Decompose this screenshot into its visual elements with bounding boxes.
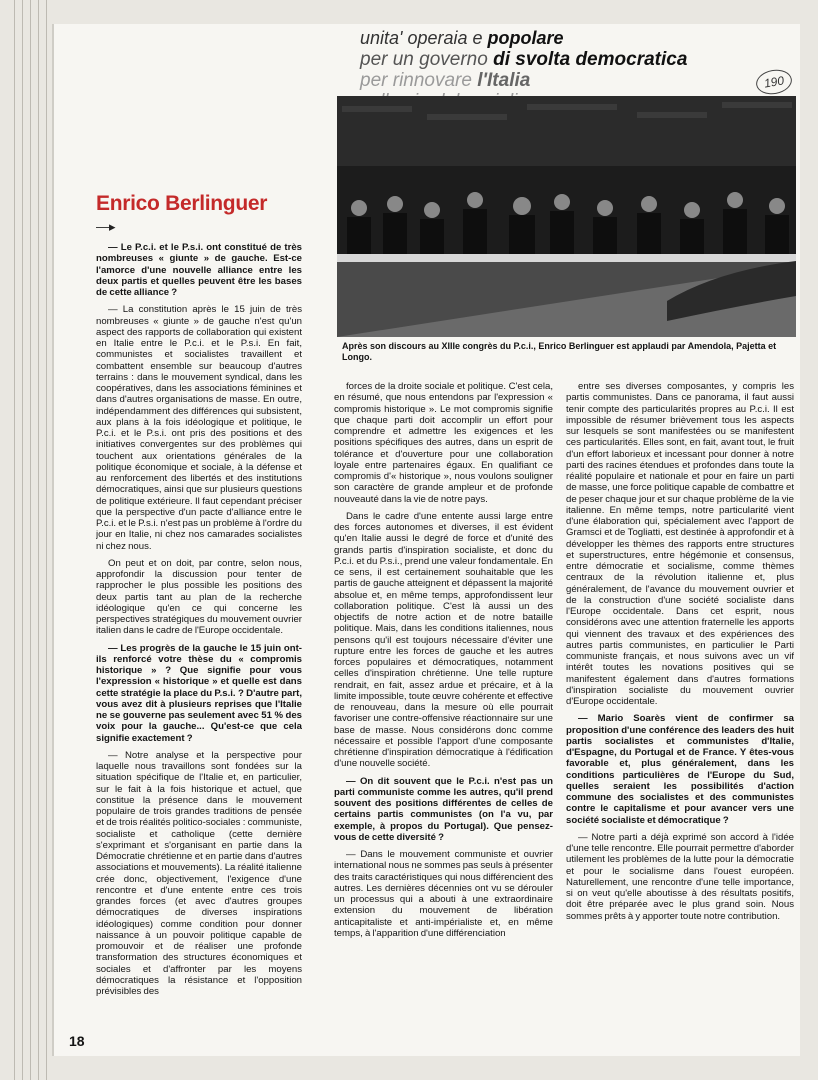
question-paragraph: — Le P.c.i. et le P.s.i. ont constitué de très nombreuses « giunte » de gauche. Est-ce l'amorce d'une nouvelle alliance entre les deux partis et quelles peuvent être les bases de cette alliance ? (96, 242, 302, 298)
stacked-page-edges (0, 0, 54, 1080)
answer-paragraph: — Notre parti a déjà exprimé son accord à l'idée d'une telle rencontre. Elle pourrait permettre d'aborder utilement les problèmes de la lutte pour la démocratie et pour le socialisme dans l'ouest européen. Naturellement, une rencontre d'une telle importance, si on veut qu'elle aboutisse à des résultats positifs, doit être préparée avec le plus grand soin. Nous sommes prêts à y apporter toute notre contribution. (566, 831, 794, 922)
question-paragraph: — On dit souvent que le P.c.i. n'est pas un parti communiste comme les autres, qu'il prend souvent des positions différentes de celles de certains partis communistes (on l'a vu, par exemple, à propos du Portugal). Que pensez-vous de cette diversité ? (334, 775, 553, 843)
text-column-1 (96, 242, 302, 1015)
banner-line-1: unita' operaia e popolare (360, 28, 564, 48)
banner-line-3: per rinnovare l'Italia (360, 70, 531, 91)
answer-paragraph: Dans le cadre d'une entente aussi large entre des forces autonomes et diverses, il est évident qu'en Italie aussi le degré de force et d'unité des grands partis d'inspiration socialiste, et donc du P.c.i. et du P.s.i., prend une valeur fondamentale. En ce sens, il est certainement souhaitable que les partis de gauche atteignent et dépassent la majorité absolue et, en même temps, approfondissent leur collaboration politique. C'est là aussi un des objectifs de notre action et de notre bataille politique. Mais, dans les conditions italiennes, nous pensons qu'il est toujours nécessaire d'éviter une rupture entre les forces de gauche et les autres forces populaires et démocratiques, notamment celles d'inspiration chrétienne. Une telle rupture rendrait, en fait, assez ardue et précaire, et à la limite impossible, toute œuvre cohérente et effective de renouveau, dans la mesure où elle pourrait favoriser une contre-offensive réactionnaire sur une base de masse. Nous considérons donc comme nécessaire et possible l'apport d'une composante chrétienne d'inspiration démocratique à l'édification d'une nouvelle société. (334, 510, 553, 770)
text-column-2 (334, 381, 553, 1015)
answer-paragraph: On peut et on doit, par contre, selon nous, approfondir la discussion pour tenter de rapprocher le plus possible les positions des deux partis tant au plan de la recherche idéologique qu'en ce qui concerne les perspectives stratégiques du mouvement ouvrier italien dans le cadre de l'Europe occidentale. (96, 557, 302, 637)
question-paragraph: — Mario Soarès vient de confirmer sa proposition d'une conférence des leaders des huit partis socialistes et communistes d'Italie, d'Espagne, du Portugal et de France. Y êtes-vous favorable et, plus généralement, dans les conditions particulières de l'Europe du Sud, quelles seraient les possibilités d'action commune des socialistes et des communistes contre le capitalisme et pour avancer vers une société socialiste et démocratique ? (566, 713, 794, 826)
author-heading: Enrico Berlinguer (96, 192, 268, 215)
answer-paragraph: — Dans le mouvement communiste et ouvrier international nous ne sommes pas seuls à présenter des traits caractéristiques qui nous différencient des autres. Les dernières décennies ont vu se dérouler un processus qui a abouti à une extraordinaire extension du mouvement de libération anticapitaliste et anti-impérialiste et, en même temps, à l'apparition d'une différenciation (334, 849, 553, 939)
answer-paragraph: — La constitution après le 15 juin de très nombreuses « giunte » de gauche n'est qu'un aspect des rapports de collaboration qui existent en Italie entre le P.c.i. et le P.s.i. En fait, communistes et socialistes travaillent et combattent ensemble sur beaucoup d'autres terrains : dans le mouvement syndical, dans les coopératives, dans les associations féminines et dans d'autres organisations de masse. En outre, indépendamment des différences qui subsistent, aux plans à la fois idéologique et politique, le P.c.i. et le P.s.i. ont pris des positions et des initiatives convergentes sur des problèmes qui touchent aux orientations générales de la politique économique et sociale, à la défense et au renforcement des libertés et des institutions démocratiques, ainsi que sur plusieurs questions de politique extérieure. Il faut cependant préciser que la perspective d'un pacte d'alliance entre le P.c.i. et le P.s.i. n'est pas un problème à l'ordre du jour en Italie, ni chez nos camarades socialistes ni chez nous. (96, 304, 302, 552)
page-number: 18 (69, 1033, 85, 1049)
text-column-3 (566, 381, 794, 1015)
answer-paragraph: entre ses diverses composantes, y compris les partis communistes. Dans ce panorama, il faut aussi tenir compte des particularités propres au P.c.i. Il est impossible de résumer brièvement tous les aspects sur lesquels se sont manifestées ou se manifestent ces particularités. Elles sont, en fait, avant tout, le fruit d'un effort laborieux et incessant pour donner à notre parti des racines étendues et profondes dans toute la réalité populaire et nationale et pour en faire un parti de masse, une force politique capable de combattre et de peser chaque jour et sur chaque problème de la vie italienne. En même temps, notre particularité vient d'une élaboration qui, spécialement avec l'apport de Gramsci et de Togliatti, est destinée à approfondir et à développer les thèmes des rapports entre structures et superstructures, entre hégémonie et consensus, entre démocratie et socialisme, comme thèmes centraux de la révolution italienne et, plus généralement, de l'avance du mouvement ouvrier et de la construction d'une société socialiste dans l'Europe occidentale. Dans cet esprit, nous considérons avec une attention fraternelle les apports qui viennent des travaux et des expériences des autres partis communistes, en particulier le Parti communiste français, et nous suivons avec un vif intérêt toutes les novations positives qui se manifestent également dans d'autres formations d'inspiration socialiste du mouvement ouvrier d'Europe occidentale. (566, 381, 794, 707)
photo-caption: Après son discours au XIIIe congrès du P.c.i., Enrico Berlinguer est applaudi par Amendola, Pajetta et Longo. (342, 341, 777, 362)
answer-paragraph: — Notre analyse et la perspective pour laquelle nous travaillons sont fondées sur la situation spécifique de l'Italie et, en particulier, sur le fait à la fois historique et actuel, que constitue la présence dans le mouvement populaire de trois grandes traditions de pensée et de trois réalités politico-sociales : communiste, socialiste et catholique (cette dernière s'exprimant et s'organisant en partie dans la Démocratie chrétienne et en partie dans d'autres associations et mouvements). La réalité italienne crée donc, objectivement, l'exigence d'une rencontre et d'une entente entre ces trois grandes forces (et avec d'autres groupes démocratiques de diverses inspirations idéologiques) comme condition pour donner naissance à un pouvoir politique capable de promouvoir et de réaliser une profonde transformation des structures économiques et sociales et d'affronter par les moyens démocratiques la résistance et l'opposition prévisibles des (96, 749, 302, 997)
arrow-icon: —▸ (96, 219, 116, 234)
handwritten-stamp: 190 (754, 67, 794, 97)
banner-line-2: per un governo di svolta democratica (360, 49, 688, 70)
answer-paragraph: forces de la droite sociale et politique. C'est cela, en résumé, que nous entendons par l'expression « compromis historique ». Le mot compromis signifie que chaque parti doit accomplir un effort pour comprendre et admettre les exigences et les positions spécifiques des autres, dans un esprit de tolérance et d'ouverture pour une collaboration loyale entre partenaires égaux. En qualifiant ce compromis d'« historique », nous voulons souligner son caractère de grande ampleur et de profonde nouveauté dans la vie de notre pays. (334, 381, 553, 505)
congress-photo (337, 96, 796, 337)
question-paragraph: — Les progrès de la gauche le 15 juin ont-ils renforcé votre thèse du « compromis historique » ? Que signifie pour vous l'expression « historique » et quelle est dans cette stratégie la place du P.s.i. ? D'autre part, vous avez dit à plusieurs reprises que l'Italie ne se gouverne pas seulement avec 51 % des voix pour la gauche... Qu'est-ce que cela signifie exactement ? (96, 642, 302, 744)
